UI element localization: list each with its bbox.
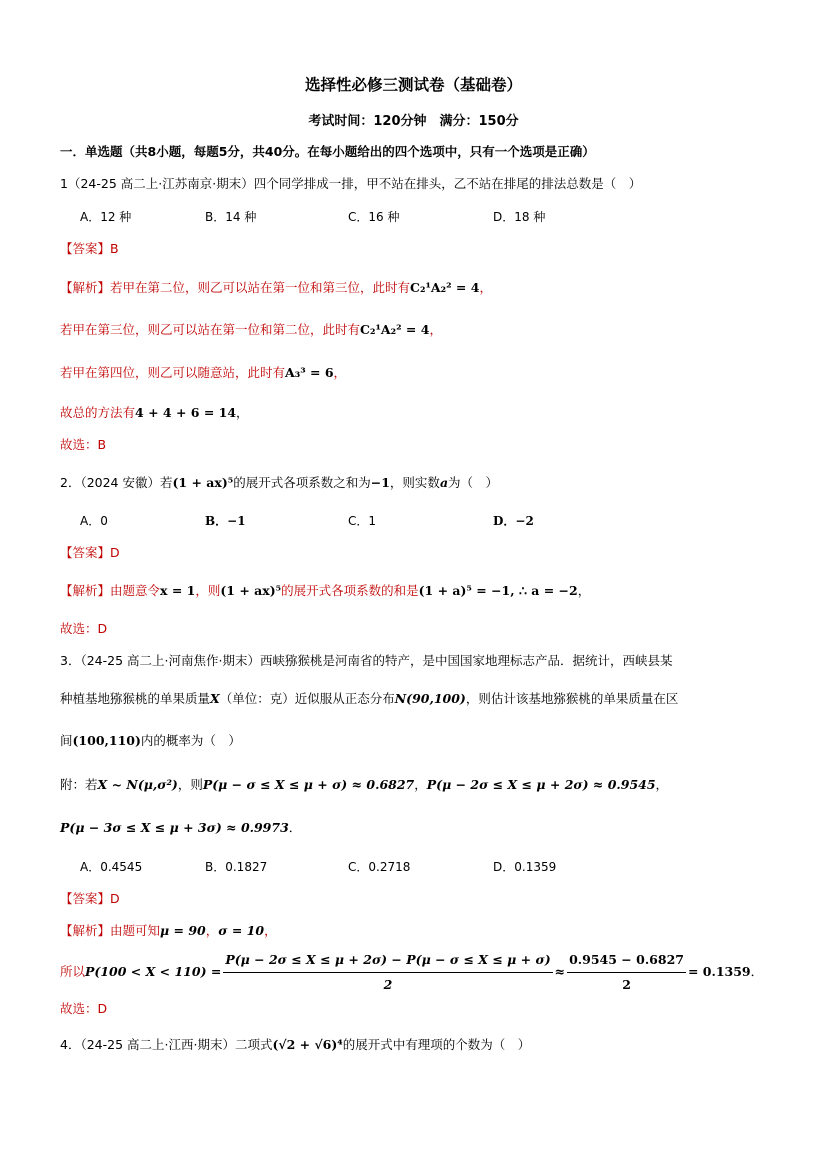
solution-text: ， xyxy=(205,923,219,938)
math-expression: P(μ − σ ≤ X ≤ μ + σ) ≈ 0.6827 xyxy=(202,777,415,792)
stem-text: ，则估计该基地猕猴桃的单果质量在区 xyxy=(465,691,679,706)
math-expression: σ = 10 xyxy=(218,923,265,938)
fraction-denominator: 2 xyxy=(622,977,631,992)
q2-option-b: B．−1 xyxy=(205,514,246,528)
q1-solution-line-1: 【解析】若甲在第二位，则乙可以站在第一位和第三位，此时有C₂¹A₂² = 4， xyxy=(60,280,492,295)
q3-option-b: B．0.1827 xyxy=(205,860,268,874)
fraction xyxy=(567,950,686,995)
solution-text: ， xyxy=(264,923,277,938)
fraction xyxy=(223,950,552,995)
solution-text: 若甲在第四位，则乙可以随意站，此时有 xyxy=(60,365,286,380)
question-3-stem-line-2 xyxy=(60,690,678,708)
q2-final xyxy=(60,620,107,638)
math-expression: C₂¹A₂² = 4 xyxy=(410,280,480,295)
question-4-stem xyxy=(60,1036,530,1054)
math-expression: 4 + 4 + 6 = 14 xyxy=(135,405,237,420)
q1-option-d: D．18 种 xyxy=(493,210,546,224)
math-expression: P(μ − 2σ ≤ X ≤ μ + 2σ) ≈ 0.9545 xyxy=(426,777,656,792)
page-title: 选择性必修三测试卷（基础卷） xyxy=(304,76,522,94)
answer-value: B xyxy=(110,241,119,256)
q1-option-a: A．12 种 xyxy=(80,210,132,224)
solution-text: 由题意令 xyxy=(110,583,161,598)
solution-text: 的展开式各项系数的和是 xyxy=(281,583,419,598)
q1-solution-line-4: 故总的方法有4 + 4 + 6 = 14， xyxy=(60,405,249,420)
note-text: ， xyxy=(414,777,427,792)
stem-text: 为（ ） xyxy=(448,475,499,490)
q2-option-a: A．0 xyxy=(80,514,108,528)
answer-label: 【答案】 xyxy=(60,891,111,906)
math-symbol: ≈ xyxy=(554,964,566,979)
math-expression: (1 + a)⁵ = −1, ∴ a = −2 xyxy=(418,583,578,598)
note-text: 附：若 xyxy=(60,777,98,792)
analysis-label: 【解析】 xyxy=(60,280,111,295)
hence-label: 故选： xyxy=(60,1001,98,1016)
answer-label: 【答案】 xyxy=(60,241,111,256)
solution-text: 由题可知 xyxy=(110,923,161,938)
math-expression: (1 + ax)⁵ xyxy=(220,583,282,598)
math-expression: P(100 < X < 110) = xyxy=(85,964,222,979)
exam-info: 考试时间：120分钟 满分：150分 xyxy=(308,114,519,129)
fraction-numerator: P(μ − 2σ ≤ X ≤ μ + 2σ) − P(μ − σ ≤ X ≤ μ + σ) xyxy=(223,950,552,973)
fraction-denominator: 2 xyxy=(383,977,393,992)
q3-answer xyxy=(60,890,120,908)
q1-solution-line-3: 若甲在第四位，则乙可以随意站，此时有A₃³ = 6， xyxy=(60,365,347,380)
answer-label: 【答案】 xyxy=(60,545,111,560)
q3-option-c: C．0.2718 xyxy=(348,860,411,874)
math-expression: = 0.1359 xyxy=(687,964,751,979)
note-text: ． xyxy=(288,820,302,835)
final-answer: D xyxy=(97,1001,108,1016)
q2-option-c: C．1 xyxy=(348,514,377,528)
stem-text: 种植基地猕猴桃的单果质量 xyxy=(60,691,211,706)
solution-text: 若甲在第二位，则乙可以站在第一位和第三位，此时有 xyxy=(110,280,411,295)
analysis-label: 【解析】 xyxy=(60,583,111,598)
math-expression: P(μ − 3σ ≤ X ≤ μ + 3σ) ≈ 0.9973 xyxy=(60,820,289,835)
stem-text: 间 xyxy=(60,733,73,748)
math-variable: a xyxy=(439,475,449,490)
question-2-stem xyxy=(60,474,498,492)
math-expression: X ~ N(μ,σ²) xyxy=(97,777,178,792)
final-answer: B xyxy=(97,437,107,452)
math-expression: (1 + ax)⁵ xyxy=(172,475,234,490)
q1-final xyxy=(60,436,106,454)
question-3-note-line-1 xyxy=(60,776,668,794)
analysis-label: 【解析】 xyxy=(60,923,111,938)
answer-value: D xyxy=(110,891,120,906)
stem-text: （单位：克）近似服从正态分布 xyxy=(219,691,395,706)
final-answer: D xyxy=(97,621,108,636)
question-3-stem-line-1: 3．（24-25 高二上·河南焦作·期末）西峡猕猴桃是河南省的特产，是中国国家地理标志产品．据统计，西峡县某 xyxy=(60,653,673,668)
question-1-stem: 1（24-25 高二上·江苏南京·期末）四个同学排成一排，甲不站在排头，乙不站在排尾的排法总数是（ ） xyxy=(60,176,642,191)
math-expression: N(90,100) xyxy=(394,691,466,706)
math-expression: x = 1 xyxy=(160,583,196,598)
q3-option-d: D．0.1359 xyxy=(493,860,557,874)
q3-final xyxy=(60,1000,107,1018)
hence-label: 故选： xyxy=(60,437,98,452)
math-expression: (√2 + √6)⁴ xyxy=(272,1037,343,1052)
note-text: ，则 xyxy=(177,777,203,792)
math-variable: X xyxy=(210,691,220,706)
math-expression: (100,110) xyxy=(72,733,141,748)
hence-label: 故选： xyxy=(60,621,98,636)
solution-text: 所以 xyxy=(60,964,86,979)
q1-option-c: C．16 种 xyxy=(348,210,400,224)
note-text: ， xyxy=(655,777,669,792)
math-expression: C₂¹A₂² = 4 xyxy=(360,322,430,337)
q3-solution-line-2 xyxy=(60,950,763,995)
answer-value: D xyxy=(110,545,120,560)
math-expression: A₃³ = 6 xyxy=(285,365,334,380)
stem-text: 4．（24-25 高二上·江西·期末）二项式 xyxy=(60,1037,273,1052)
stem-text: 内的概率为（ ） xyxy=(140,733,241,748)
q3-option-a: A．0.4545 xyxy=(80,860,143,874)
math-expression: μ = 90 xyxy=(160,923,206,938)
q1-answer xyxy=(60,240,119,258)
q1-option-b: B．14 种 xyxy=(205,210,257,224)
stem-text: ，则实数 xyxy=(389,475,440,490)
stem-text: 的展开式中有理项的个数为（ ） xyxy=(342,1037,531,1052)
question-3-stem-line-3 xyxy=(60,732,241,750)
solution-text: 故总的方法有 xyxy=(60,405,136,420)
q3-solution-line-1 xyxy=(60,922,277,940)
question-3-note-line-2 xyxy=(60,819,301,837)
q2-solution xyxy=(60,582,590,600)
punctuation: ． xyxy=(750,964,764,979)
solution-text: ，则 xyxy=(195,583,221,598)
q1-solution-line-2: 若甲在第三位，则乙可以站在第一位和第二位，此时有C₂¹A₂² = 4， xyxy=(60,322,442,337)
punctuation: ， xyxy=(577,583,591,598)
section-heading: 一．单选题（共8小题，每题5分，共40分。在每小题给出的四个选项中，只有一个选项是正确） xyxy=(60,144,595,159)
stem-text: 的展开式各项系数之和为 xyxy=(233,475,371,490)
q2-answer xyxy=(60,544,120,562)
solution-text: 若甲在第三位，则乙可以站在第一位和第二位，此时有 xyxy=(60,322,361,337)
math-expression: −1 xyxy=(370,475,390,490)
q2-option-d: D．−2 xyxy=(493,514,534,528)
fraction-numerator: 0.9545 − 0.6827 xyxy=(567,950,686,973)
stem-text: 2．（2024 安徽）若 xyxy=(60,475,173,490)
